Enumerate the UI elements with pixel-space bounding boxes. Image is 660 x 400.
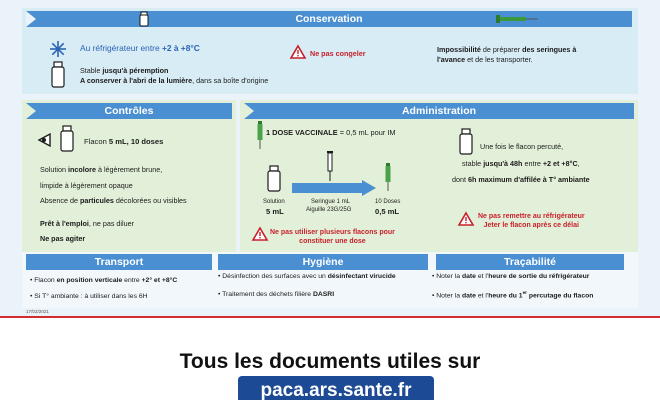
tracabilite-title: Traçabilité bbox=[504, 256, 556, 268]
hygiene-banner bbox=[218, 254, 428, 270]
syringe-icon bbox=[326, 151, 334, 181]
eye-check-icon bbox=[38, 132, 54, 148]
do-not-shake-text: Ne pas agiter bbox=[40, 234, 86, 243]
solution-color-text: Solution incolore à légèrement brune, bbox=[40, 165, 163, 174]
multi-vial-warning: Ne pas utiliser plusieurs flacons pour constituer une dose bbox=[270, 229, 395, 246]
warning-icon bbox=[290, 45, 306, 59]
footer-divider bbox=[0, 316, 660, 318]
syringe-label: Seringue 1 mL bbox=[311, 199, 351, 205]
documents-headline: Tous les documents utiles sur bbox=[179, 350, 481, 373]
controles-panel bbox=[22, 100, 236, 252]
website-link[interactable]: paca.ars.sante.fr bbox=[238, 376, 434, 400]
no-freeze-text: Ne pas congeler bbox=[310, 49, 366, 58]
controles-banner-arrow bbox=[26, 103, 36, 119]
hygiene-line1: • Désinfection des surfaces avec un désinfectant virucide bbox=[218, 273, 396, 280]
controles-title: Contrôles bbox=[104, 105, 154, 117]
green-syringe-icon bbox=[384, 163, 392, 191]
tracabilite-banner bbox=[436, 254, 624, 270]
conservation-banner-arrow bbox=[26, 11, 36, 27]
hygiene-line2: • Traitement des déchets filière DASRI bbox=[218, 291, 335, 298]
refrigerate-warning: Ne pas remettre au réfrigérateur Jeter le flacon après ce délai bbox=[478, 213, 585, 230]
vial-icon bbox=[459, 129, 473, 155]
solution-value: 5 mL bbox=[266, 207, 284, 216]
vial-icon bbox=[60, 126, 74, 152]
document-date: 17/02/2021 bbox=[26, 309, 49, 314]
vial-icon bbox=[51, 62, 65, 88]
tracabilite-line1: • Noter la date et l'heure de sortie du réfrigérateur bbox=[432, 273, 590, 280]
administration-banner bbox=[244, 103, 634, 119]
pierced-line1: Une fois le flacon percuté, bbox=[480, 142, 564, 151]
administration-title: Administration bbox=[401, 105, 477, 117]
ready-to-use-text: Prêt à l'emploi, ne pas diluer bbox=[40, 219, 134, 228]
fridge-text: Au réfrigérateur entre +2 à +8°C bbox=[80, 43, 200, 53]
solution-clarity-text: limpide à légèrement opaque bbox=[40, 181, 133, 190]
vial-spec-text: Flacon 5 mL, 10 doses bbox=[84, 137, 164, 146]
doses-label: 10 Doses bbox=[375, 199, 401, 205]
transport-line1: • Flacon en position verticale entre +2° et +8°C bbox=[30, 277, 178, 284]
light-text: A conserver à l'abri de la lumière, dans sa boîte d'origine bbox=[80, 76, 269, 85]
needle-label: Aiguille 23G/25G bbox=[306, 207, 352, 213]
green-syringe-icon bbox=[256, 121, 264, 149]
transfer-arrow-icon bbox=[292, 180, 376, 196]
warning-icon bbox=[458, 212, 474, 226]
vial-icon bbox=[138, 12, 150, 27]
transport-banner bbox=[26, 254, 212, 270]
administration-banner-arrow bbox=[244, 103, 254, 119]
pierced-line2: stable jusqu'à 48h entre +2 et +8°C, bbox=[462, 159, 580, 168]
transport-line2: • Si T° ambiante : à utiliser dans les 6H bbox=[30, 293, 148, 300]
stable-text: Stable jusqu'à péremption bbox=[80, 66, 169, 75]
particles-text: Absence de particules décolorées ou visibles bbox=[40, 196, 187, 205]
dose-text: 1 DOSE VACCINALE = 0,5 mL pour IM bbox=[266, 128, 396, 137]
syringe-prep-text: Impossibilité de préparer des seringues à l'avance et de les transporter. bbox=[437, 45, 577, 64]
tracabilite-line2: • Noter la date et l'heure du 1er percutage du flacon bbox=[432, 290, 594, 300]
hygiene-title: Hygiène bbox=[302, 256, 344, 268]
solution-label: Solution bbox=[263, 199, 285, 205]
vial-icon bbox=[267, 166, 281, 192]
transport-title: Transport bbox=[94, 256, 144, 268]
conservation-banner bbox=[26, 11, 632, 27]
doses-value: 0,5 mL bbox=[375, 207, 400, 216]
snowflake-icon bbox=[50, 41, 66, 57]
pierced-line3: dont 6h maximum d'affilée à T° ambiante bbox=[452, 175, 590, 184]
controles-banner bbox=[26, 103, 232, 119]
warning-icon bbox=[252, 227, 268, 241]
conservation-title: Conservation bbox=[295, 13, 363, 25]
syringe-icon bbox=[494, 14, 538, 24]
